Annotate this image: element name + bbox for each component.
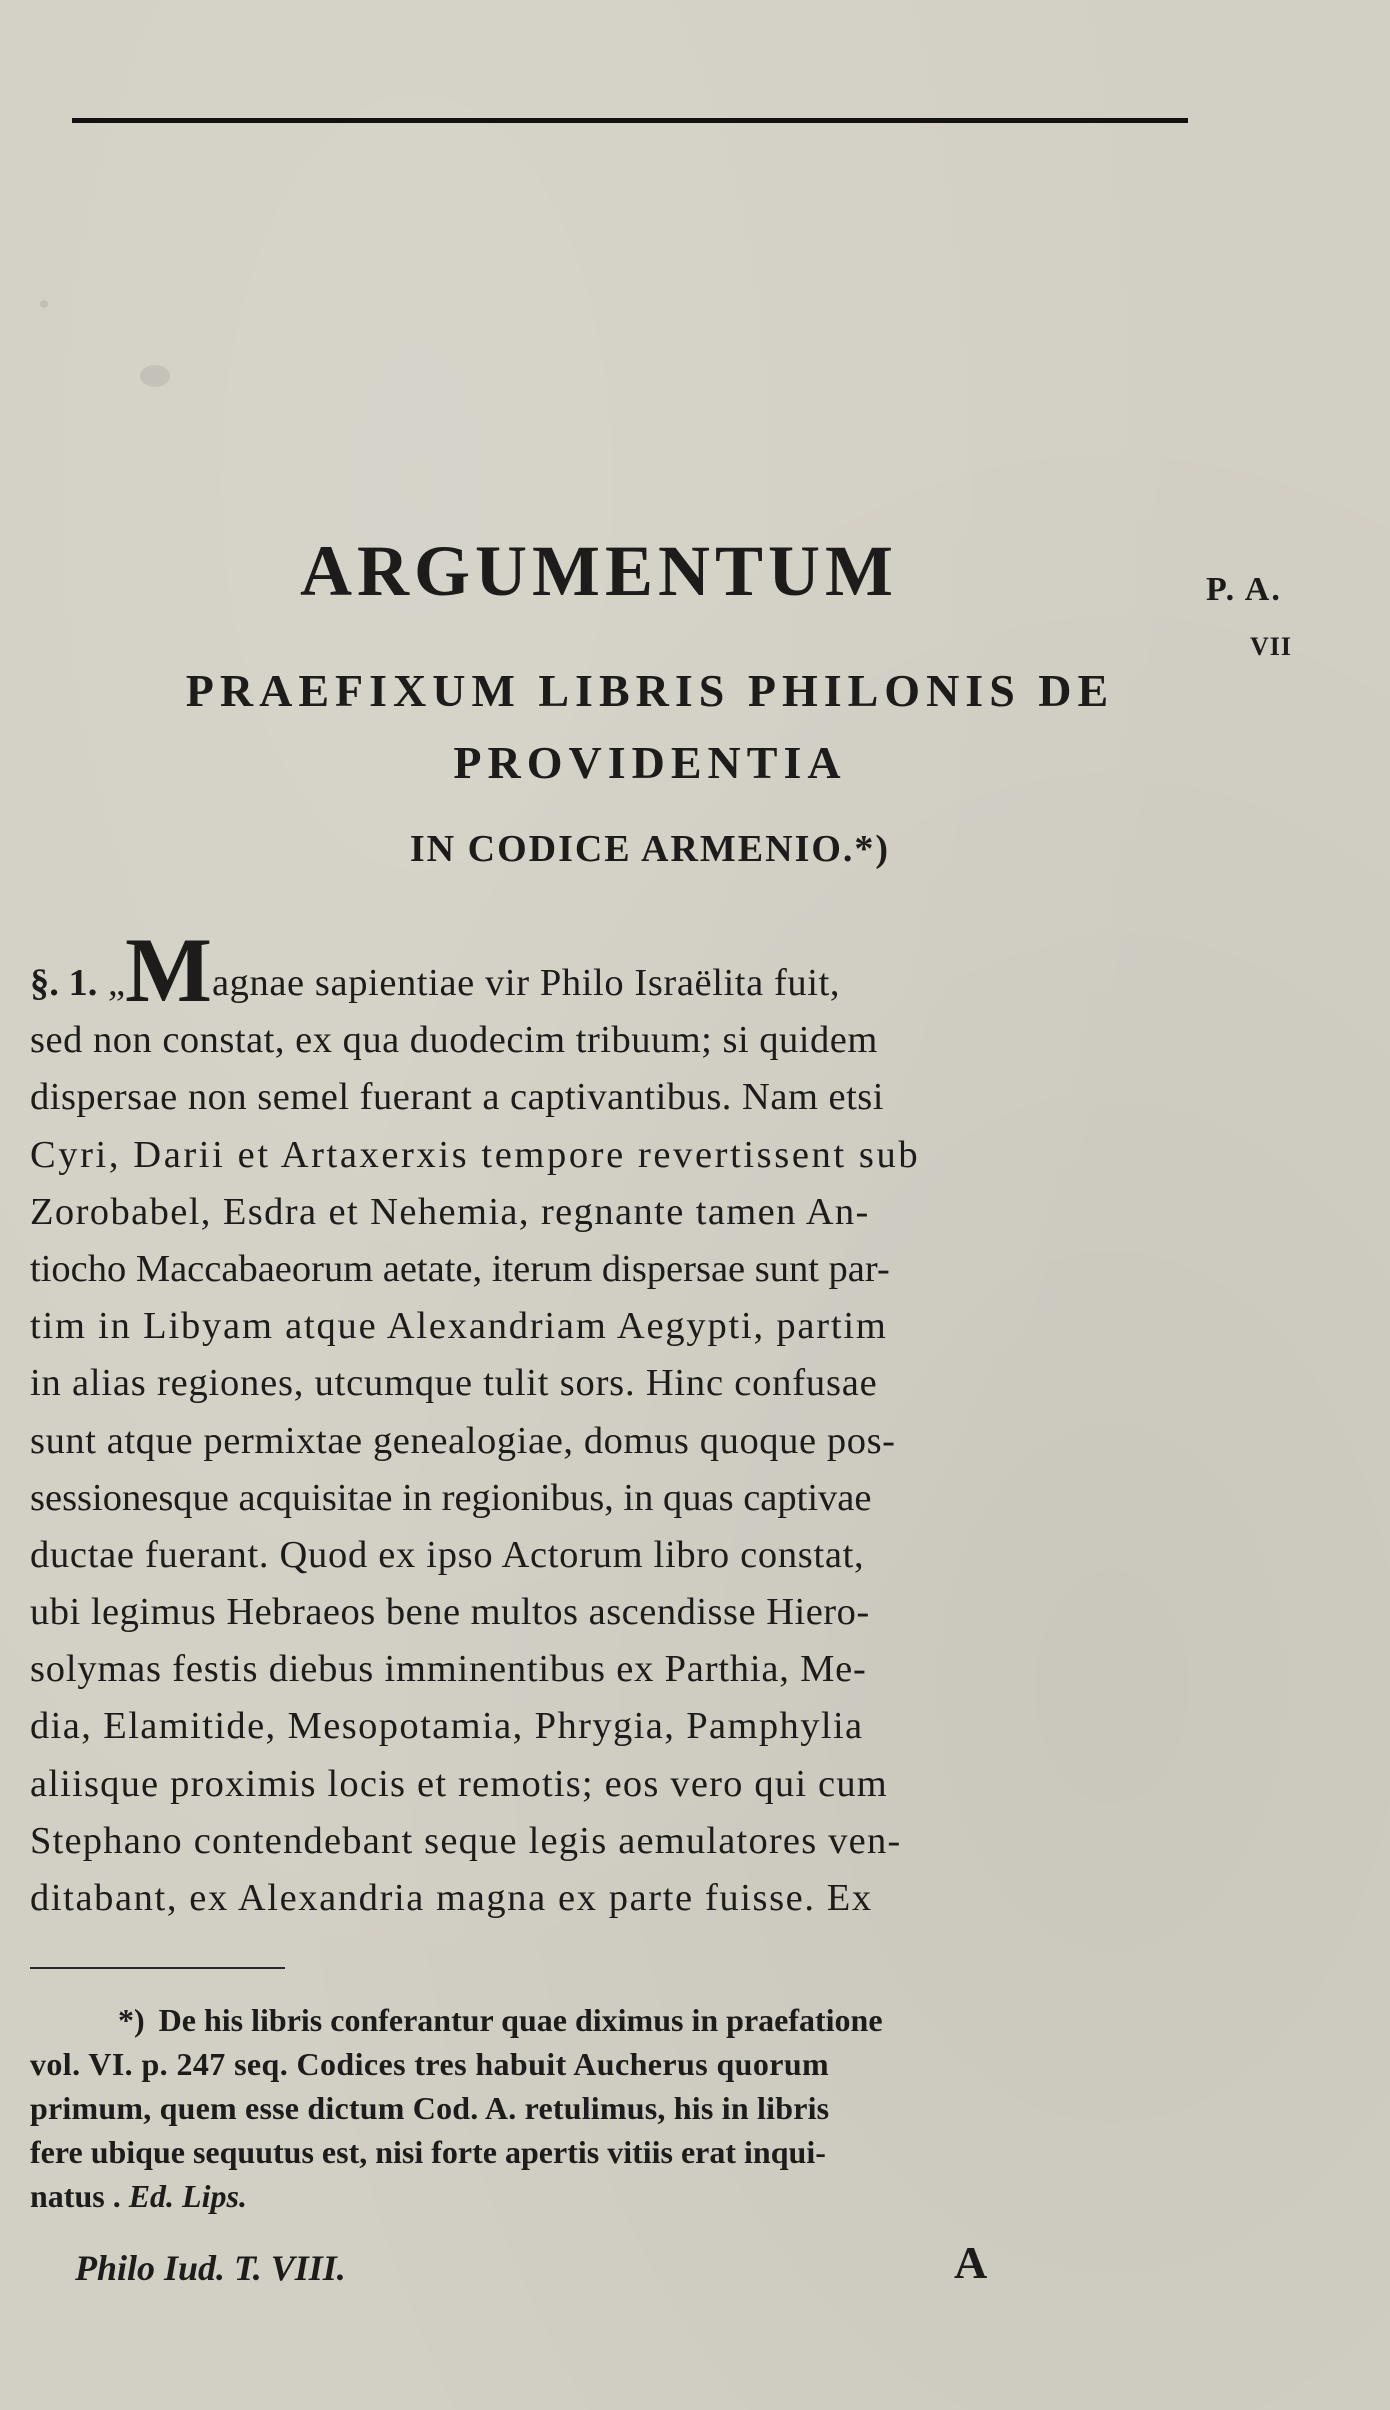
body-line: Cyri, Darii et Artaxerxis tempore revertissent sub — [30, 1133, 921, 1176]
footnote-line: primum, quem esse dictum Cod. A. retulimus, his in libris — [30, 2090, 830, 2126]
heading-title: ARGUMENTUM — [300, 531, 898, 611]
drop-cap: M — [125, 919, 212, 1021]
body-line: tiocho Maccabaeorum aetate, iterum dispersae sunt par- — [30, 1247, 890, 1290]
body-line: in alias regiones, utcumque tulit sors. Hinc confusae — [30, 1362, 878, 1405]
body-line-first — [30, 919, 1264, 1021]
body-line: Zorobabel, Esdra et Nehemia, regnante tamen An- — [30, 1190, 870, 1233]
ink-stain — [140, 365, 170, 387]
body-line: sed non constat, ex qua duodecim tribuum; si quidem — [30, 1019, 878, 1062]
first-line-text: agnae sapientiae vir Philo Israëlita fuit, — [211, 962, 841, 1004]
body-line: ditabant, ex Alexandria magna ex parte fuisse. Ex — [30, 1877, 873, 1919]
footnote-editor: Ed. Lips. — [128, 2178, 247, 2214]
top-rule — [72, 118, 1188, 123]
ink-speck — [40, 300, 48, 308]
heading-subtitle — [30, 655, 1270, 799]
body-line: ubi legimus Hebraeos bene multos ascendisse Hiero- — [30, 1591, 870, 1634]
footnote-text: natus . — [30, 2178, 121, 2214]
footnote-text: De his libris conferantur quae diximus in praefatione — [158, 2002, 883, 2038]
signature-mark: A — [954, 2237, 988, 2288]
footnote-line-first — [30, 1998, 1264, 2042]
body-line: tim in Libyam atque Alexandriam Aegypti, partim — [30, 1305, 888, 1348]
body-line: dispersae non semel fuerant a captivantibus. Nam etsi — [30, 1076, 884, 1119]
footnote-marker: *) — [118, 2002, 145, 2038]
body-line: sunt atque permixtae genealogiae, domus quoque pos- — [30, 1419, 896, 1462]
subtitle-line: PROVIDENTIA — [453, 737, 847, 788]
margin-reference: P. A. — [1206, 571, 1282, 608]
body-line: aliisque proximis locis et remotis; eos vero qui cum — [30, 1762, 888, 1805]
body-line: dia, Elamitide, Mesopotamia, Phrygia, Pamphylia — [30, 1705, 864, 1748]
margin-page-number: VII — [1250, 632, 1293, 661]
body-line: solymas festis diebus imminentibus ex Parthia, Me- — [30, 1648, 867, 1691]
body-line: Stephano contendebant seque legis aemulatores ven- — [30, 1819, 902, 1862]
footnote-line: fere ubique sequutus est, nisi forte apertis vitiis erat inqui- — [30, 2134, 826, 2170]
footnote-rule — [30, 1967, 285, 1969]
body-line: ductae fuerant. Quod ex ipso Actorum libro constat, — [30, 1533, 865, 1576]
opening-quote: „ — [108, 962, 126, 1004]
signature-line: Philo Iud. T. VIII. — [75, 2248, 346, 2288]
body-line: sessionesque acquisitae in regionibus, in quas captivae — [30, 1476, 872, 1519]
footnote — [30, 1998, 1264, 2218]
footnote-line-last — [30, 2174, 1264, 2218]
heading-codex-line: IN CODICE ARMENIO.*) — [409, 828, 891, 870]
body-paragraph — [30, 919, 1264, 1927]
footnote-line: vol. VI. p. 247 seq. Codices tres habuit Aucherus quorum — [30, 2046, 830, 2082]
subtitle-line: PRAEFIXUM LIBRIS PHILONIS DE — [185, 665, 1115, 716]
section-number: §. 1. — [30, 962, 98, 1004]
